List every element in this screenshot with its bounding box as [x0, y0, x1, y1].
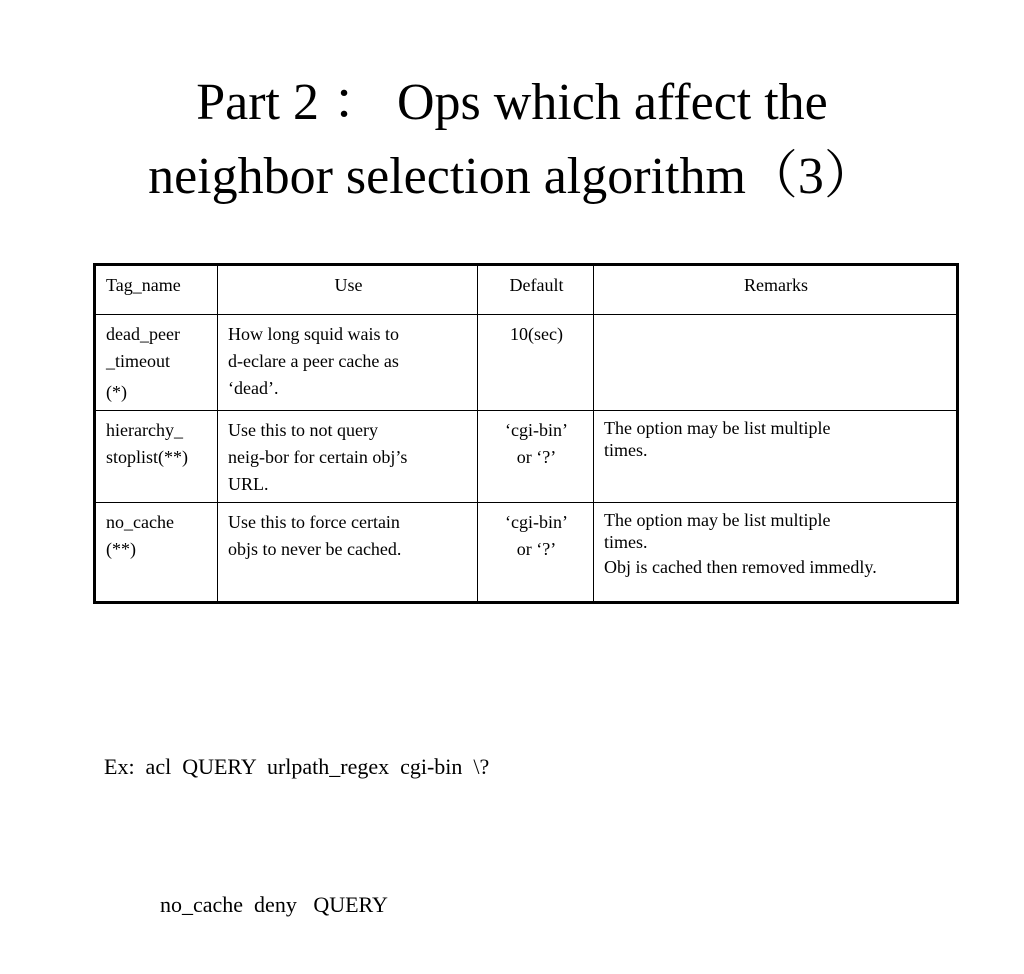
- cell-tag-name: [95, 503, 218, 603]
- example-line-1: Ex: acl QUERY urlpath_regex cgi-bin \?: [104, 754, 490, 779]
- example-line-2: no_cache deny QUERY: [160, 892, 388, 917]
- cell-line: Use this to force certain: [228, 512, 400, 532]
- table-row: [95, 315, 958, 411]
- cell-line: URL.: [228, 474, 269, 494]
- example-block: [104, 652, 489, 974]
- cell-line: (**): [106, 539, 136, 559]
- cell-line: The option may be list multiple: [604, 418, 831, 438]
- cell-line: 10(sec): [510, 324, 563, 344]
- cell-line: ‘cgi-bin’: [505, 512, 568, 532]
- cell-line: How long squid wais to: [228, 324, 399, 344]
- cell-line: (*): [106, 382, 127, 402]
- cell-line: or ‘?’: [516, 447, 557, 467]
- cell-line: ‘dead’.: [228, 378, 279, 398]
- table-row: [95, 503, 958, 603]
- header-use: Use: [218, 265, 478, 315]
- cell-use: [218, 411, 478, 503]
- slide-title: [0, 66, 1024, 214]
- cell-default: [478, 411, 594, 503]
- cell-line: objs to never be cached.: [228, 539, 402, 559]
- cell-line: neig-bor for certain obj’s: [228, 447, 408, 467]
- cell-line: no_cache: [106, 512, 174, 532]
- header-default: Default: [478, 265, 594, 315]
- cell-line: Use this to not query: [228, 420, 378, 440]
- table-row: [95, 411, 958, 503]
- header-tag-name: Tag_name: [95, 265, 218, 315]
- cell-use: [218, 503, 478, 603]
- table-header-row: [95, 265, 958, 315]
- cell-line: or ‘?’: [516, 539, 557, 559]
- slide-title-line-2: neighbor selection algorithm（3）: [148, 148, 876, 205]
- header-remarks: Remarks: [594, 265, 958, 315]
- cell-remarks: [594, 503, 958, 603]
- cell-default: [478, 315, 594, 411]
- cell-remarks: [594, 315, 958, 411]
- slide-title-line-1: Part 2 ： Ops which affect the: [196, 74, 828, 131]
- cell-line: times.: [604, 440, 648, 460]
- cell-line: hierarchy_: [106, 420, 183, 440]
- cell-line: Obj is cached then removed immedly.: [604, 557, 877, 577]
- cell-line: stoplist(**): [106, 447, 189, 467]
- cell-line: times.: [604, 532, 648, 552]
- cell-tag-name: [95, 411, 218, 503]
- cell-use: [218, 315, 478, 411]
- cell-line: ‘cgi-bin’: [505, 420, 568, 440]
- cell-line: The option may be list multiple: [604, 510, 831, 530]
- cell-line: dead_peer: [106, 324, 180, 344]
- cell-remarks: [594, 411, 958, 503]
- options-table: [93, 263, 959, 604]
- cell-tag-name: [95, 315, 218, 411]
- cell-default: [478, 503, 594, 603]
- cell-line: d-eclare a peer cache as: [228, 351, 399, 371]
- cell-line: _timeout: [106, 351, 170, 371]
